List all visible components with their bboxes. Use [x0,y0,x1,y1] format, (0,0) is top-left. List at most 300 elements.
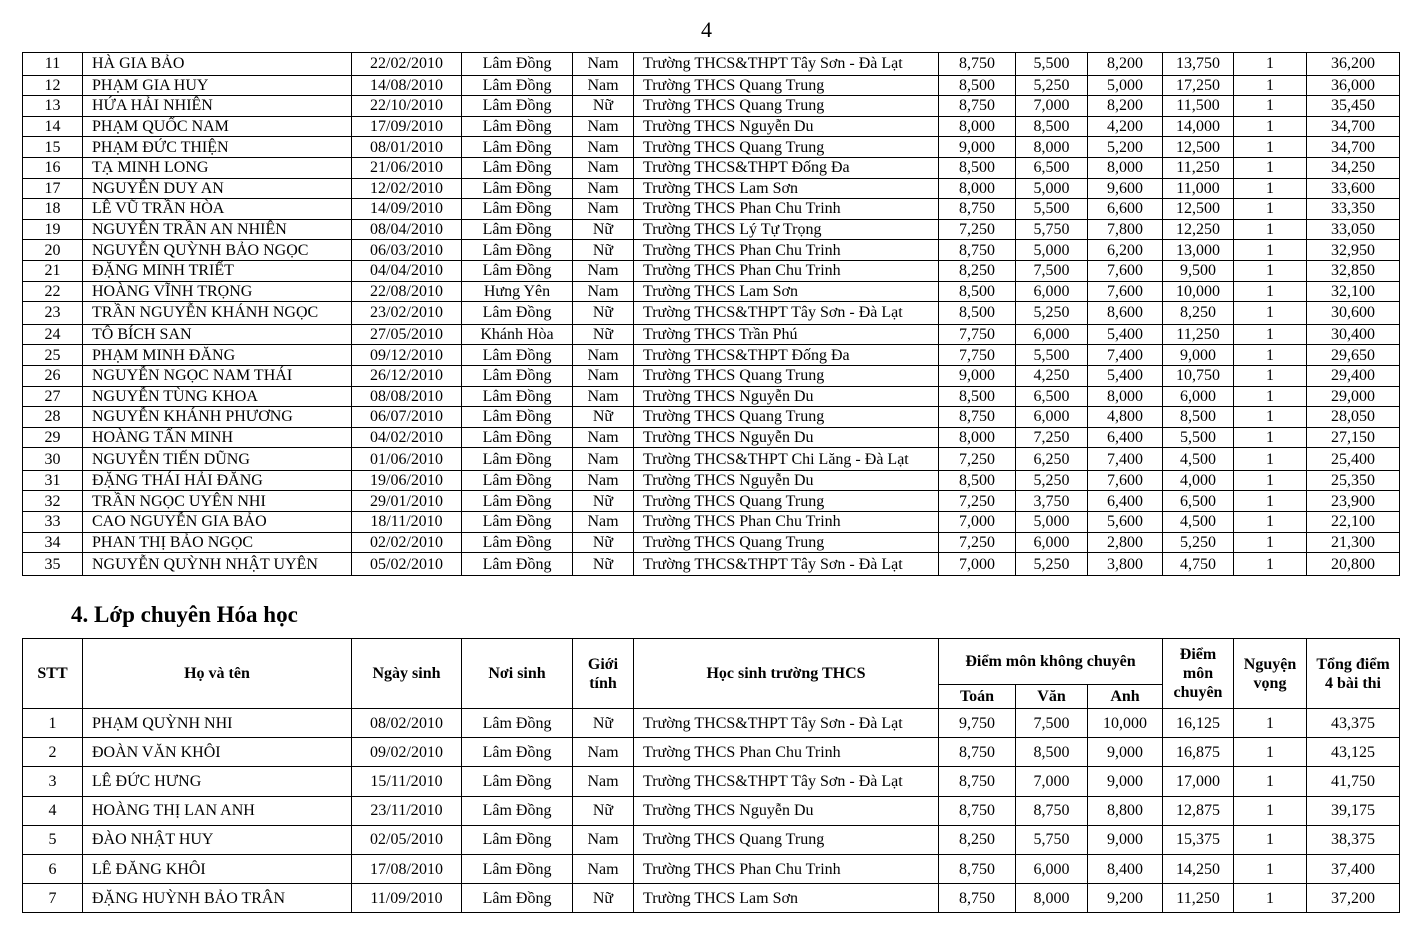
cell-english: 2,800 [1088,532,1163,553]
cell-dob: 12/02/2010 [352,178,462,199]
cell-school: Trường THCS Lam Sơn [634,281,939,302]
cell-dob: 09/12/2010 [352,345,462,366]
header-specialized: Điểm môn chuyên [1163,639,1234,709]
cell-school: Trường THCS&THPT Chi Lăng - Đà Lạt [634,448,939,471]
cell-stt: 3 [23,767,83,796]
cell-specialized: 12,250 [1163,219,1234,240]
cell-school: Trường THCS Lam Sơn [634,884,939,913]
cell-birthplace: Hưng Yên [462,281,573,302]
cell-english: 8,200 [1088,96,1163,117]
cell-birthplace: Lâm Đồng [462,137,573,158]
cell-dob: 11/09/2010 [352,884,462,913]
cell-english: 7,400 [1088,448,1163,471]
cell-literature: 5,750 [1016,825,1088,854]
cell-stt: 13 [23,96,83,117]
cell-school: Trường THCS&THPT Tây Sơn - Đà Lạt [634,553,939,576]
cell-birthplace: Lâm Đồng [462,178,573,199]
cell-gender: Nữ [573,324,634,345]
cell-name: ĐOÀN VĂN KHÔI [83,738,352,767]
cell-stt: 16 [23,157,83,178]
cell-english: 9,000 [1088,767,1163,796]
cell-specialized: 5,500 [1163,427,1234,448]
cell-dob: 22/10/2010 [352,96,462,117]
cell-birthplace: Lâm Đồng [462,709,573,738]
cell-specialized: 16,875 [1163,738,1234,767]
cell-math: 9,000 [939,365,1016,386]
cell-school: Trường THCS Quang Trung [634,137,939,158]
cell-preference: 1 [1234,825,1307,854]
cell-preference: 1 [1234,448,1307,471]
cell-name: ĐẶNG HUỲNH BẢO TRÂN [83,884,352,913]
cell-literature: 7,500 [1016,709,1088,738]
cell-english: 7,400 [1088,345,1163,366]
cell-math: 8,000 [939,427,1016,448]
cell-birthplace: Lâm Đồng [462,553,573,576]
cell-name: NGUYỄN TIẾN DŨNG [83,448,352,471]
cell-english: 8,400 [1088,854,1163,883]
cell-math: 8,750 [939,738,1016,767]
cell-dob: 17/08/2010 [352,854,462,883]
cell-total: 41,750 [1307,767,1400,796]
cell-total: 43,375 [1307,709,1400,738]
cell-gender: Nam [573,512,634,533]
cell-stt: 32 [23,491,83,512]
cell-total: 37,400 [1307,854,1400,883]
cell-school: Trường THCS Quang Trung [634,491,939,512]
header-school: Học sinh trường THCS [634,639,939,709]
cell-gender: Nữ [573,219,634,240]
cell-school: Trường THCS&THPT Tây Sơn - Đà Lạt [634,709,939,738]
cell-name: PHẠM GIA HUY [83,75,352,96]
cell-gender: Nữ [573,884,634,913]
cell-literature: 5,250 [1016,75,1088,96]
table-row [23,767,1400,796]
cell-stt: 35 [23,553,83,576]
cell-name: HỨA HẢI NHIÊN [83,96,352,117]
cell-school: Trường THCS Lam Sơn [634,178,939,199]
cell-dob: 22/02/2010 [352,53,462,76]
cell-specialized: 4,000 [1163,470,1234,491]
cell-birthplace: Lâm Đồng [462,738,573,767]
cell-specialized: 4,750 [1163,553,1234,576]
cell-stt: 1 [23,709,83,738]
header-literature: Văn [1016,685,1088,709]
cell-stt: 15 [23,137,83,158]
cell-preference: 1 [1234,365,1307,386]
cell-birthplace: Lâm Đồng [462,825,573,854]
cell-birthplace: Lâm Đồng [462,491,573,512]
cell-dob: 22/08/2010 [352,281,462,302]
table-row [23,386,1400,407]
chemistry-results-table [22,638,1400,913]
cell-name: PHẠM ĐỨC THIỆN [83,137,352,158]
cell-literature: 5,500 [1016,345,1088,366]
table-row [23,260,1400,281]
cell-preference: 1 [1234,767,1307,796]
cell-preference: 1 [1234,260,1307,281]
cell-preference: 1 [1234,427,1307,448]
cell-name: TẠ MINH LONG [83,157,352,178]
cell-dob: 08/01/2010 [352,137,462,158]
cell-math: 8,750 [939,854,1016,883]
cell-specialized: 13,000 [1163,240,1234,261]
cell-english: 7,800 [1088,219,1163,240]
cell-math: 7,250 [939,448,1016,471]
cell-total: 34,250 [1307,157,1400,178]
cell-gender: Nữ [573,532,634,553]
cell-birthplace: Lâm Đồng [462,260,573,281]
cell-name: ĐÀO NHẬT HUY [83,825,352,854]
cell-gender: Nam [573,199,634,220]
cell-literature: 6,500 [1016,157,1088,178]
cell-school: Trường THCS Nguyễn Du [634,427,939,448]
cell-math: 8,500 [939,75,1016,96]
cell-stt: 25 [23,345,83,366]
cell-stt: 7 [23,884,83,913]
cell-english: 7,600 [1088,260,1163,281]
cell-stt: 18 [23,199,83,220]
cell-name: NGUYỄN TÙNG KHOA [83,386,352,407]
cell-literature: 8,500 [1016,116,1088,137]
cell-english: 5,600 [1088,512,1163,533]
cell-dob: 27/05/2010 [352,324,462,345]
cell-math: 8,750 [939,240,1016,261]
table-row [23,96,1400,117]
cell-literature: 6,000 [1016,854,1088,883]
header-dob: Ngày sinh [352,639,462,709]
cell-name: LÊ VŨ TRẦN HÒA [83,199,352,220]
cell-birthplace: Lâm Đồng [462,365,573,386]
cell-name: PHẠM MINH ĐĂNG [83,345,352,366]
cell-math: 7,250 [939,491,1016,512]
cell-birthplace: Lâm Đồng [462,116,573,137]
cell-stt: 33 [23,512,83,533]
cell-literature: 8,000 [1016,137,1088,158]
cell-dob: 18/11/2010 [352,512,462,533]
cell-school: Trường THCS Lý Tự Trọng [634,219,939,240]
cell-gender: Nam [573,470,634,491]
table-row [23,532,1400,553]
cell-math: 8,750 [939,96,1016,117]
cell-dob: 23/11/2010 [352,796,462,825]
cell-total: 32,850 [1307,260,1400,281]
cell-stt: 19 [23,219,83,240]
cell-english: 3,800 [1088,553,1163,576]
cell-total: 37,200 [1307,884,1400,913]
table-row [23,854,1400,883]
cell-gender: Nam [573,137,634,158]
cell-english: 9,600 [1088,178,1163,199]
cell-name: ĐẶNG MINH TRIẾT [83,260,352,281]
cell-dob: 26/12/2010 [352,365,462,386]
cell-birthplace: Lâm Đồng [462,407,573,428]
cell-name: TRẦN NGỌC UYÊN NHI [83,491,352,512]
cell-dob: 19/06/2010 [352,470,462,491]
cell-math: 8,500 [939,386,1016,407]
cell-literature: 5,000 [1016,512,1088,533]
cell-english: 8,000 [1088,157,1163,178]
cell-name: TÔ BÍCH SAN [83,324,352,345]
cell-dob: 17/09/2010 [352,116,462,137]
cell-birthplace: Lâm Đồng [462,219,573,240]
cell-school: Trường THCS Nguyễn Du [634,116,939,137]
cell-name: NGUYỄN DUY AN [83,178,352,199]
cell-name: PHẠM QUỐC NAM [83,116,352,137]
cell-dob: 14/08/2010 [352,75,462,96]
cell-preference: 1 [1234,796,1307,825]
cell-birthplace: Lâm Đồng [462,157,573,178]
cell-math: 7,000 [939,512,1016,533]
cell-gender: Nữ [573,407,634,428]
cell-math: 7,250 [939,219,1016,240]
cell-literature: 8,000 [1016,884,1088,913]
cell-stt: 22 [23,281,83,302]
cell-literature: 5,500 [1016,199,1088,220]
cell-dob: 04/04/2010 [352,260,462,281]
cell-school: Trường THCS Nguyễn Du [634,796,939,825]
cell-math: 8,500 [939,281,1016,302]
cell-english: 9,000 [1088,825,1163,854]
cell-school: Trường THCS&THPT Đống Đa [634,157,939,178]
cell-preference: 1 [1234,199,1307,220]
cell-english: 5,400 [1088,324,1163,345]
cell-preference: 1 [1234,854,1307,883]
cell-english: 5,200 [1088,137,1163,158]
cell-gender: Nam [573,854,634,883]
cell-literature: 7,500 [1016,260,1088,281]
cell-stt: 34 [23,532,83,553]
cell-school: Trường THCS&THPT Tây Sơn - Đà Lạt [634,302,939,325]
cell-literature: 6,250 [1016,448,1088,471]
cell-preference: 1 [1234,240,1307,261]
cell-literature: 8,750 [1016,796,1088,825]
cell-dob: 15/11/2010 [352,767,462,796]
cell-gender: Nam [573,345,634,366]
cell-specialized: 8,500 [1163,407,1234,428]
cell-preference: 1 [1234,532,1307,553]
cell-gender: Nữ [573,709,634,738]
table-row [23,281,1400,302]
cell-stt: 20 [23,240,83,261]
cell-specialized: 8,250 [1163,302,1234,325]
cell-total: 21,300 [1307,532,1400,553]
cell-birthplace: Lâm Đồng [462,767,573,796]
cell-specialized: 17,000 [1163,767,1234,796]
cell-dob: 01/06/2010 [352,448,462,471]
cell-english: 6,400 [1088,427,1163,448]
table-row [23,53,1400,76]
cell-literature: 5,000 [1016,240,1088,261]
cell-dob: 08/04/2010 [352,219,462,240]
cell-literature: 4,250 [1016,365,1088,386]
cell-english: 4,800 [1088,407,1163,428]
cell-specialized: 17,250 [1163,75,1234,96]
cell-stt: 30 [23,448,83,471]
cell-english: 5,000 [1088,75,1163,96]
cell-total: 20,800 [1307,553,1400,576]
cell-total: 38,375 [1307,825,1400,854]
cell-specialized: 11,250 [1163,157,1234,178]
cell-name: HOÀNG TẤN MINH [83,427,352,448]
cell-math: 8,000 [939,116,1016,137]
cell-english: 8,600 [1088,302,1163,325]
cell-name: PHAN THỊ BẢO NGỌC [83,532,352,553]
header-english: Anh [1088,685,1163,709]
cell-math: 8,750 [939,53,1016,76]
table-row [23,199,1400,220]
cell-total: 34,700 [1307,116,1400,137]
cell-specialized: 11,250 [1163,324,1234,345]
header-total: Tổng điểm 4 bài thi [1307,639,1400,709]
cell-total: 29,000 [1307,386,1400,407]
results-table-body [23,53,1400,576]
table-row [23,178,1400,199]
cell-math: 8,000 [939,178,1016,199]
cell-school: Trường THCS Nguyễn Du [634,386,939,407]
cell-birthplace: Lâm Đồng [462,199,573,220]
cell-preference: 1 [1234,407,1307,428]
cell-total: 29,650 [1307,345,1400,366]
cell-literature: 6,000 [1016,281,1088,302]
cell-english: 6,200 [1088,240,1163,261]
cell-total: 29,400 [1307,365,1400,386]
cell-specialized: 10,000 [1163,281,1234,302]
cell-preference: 1 [1234,738,1307,767]
cell-literature: 6,000 [1016,324,1088,345]
cell-preference: 1 [1234,491,1307,512]
cell-total: 36,200 [1307,53,1400,76]
cell-birthplace: Lâm Đồng [462,302,573,325]
cell-preference: 1 [1234,137,1307,158]
cell-birthplace: Lâm Đồng [462,427,573,448]
cell-preference: 1 [1234,709,1307,738]
cell-school: Trường THCS Quang Trung [634,532,939,553]
header-preference: Nguyện vọng [1234,639,1307,709]
cell-preference: 1 [1234,512,1307,533]
cell-english: 6,400 [1088,491,1163,512]
cell-total: 32,950 [1307,240,1400,261]
cell-math: 7,750 [939,345,1016,366]
cell-math: 9,000 [939,137,1016,158]
table-row [23,345,1400,366]
cell-math: 8,250 [939,825,1016,854]
cell-total: 28,050 [1307,407,1400,428]
cell-birthplace: Lâm Đồng [462,532,573,553]
cell-school: Trường THCS Quang Trung [634,75,939,96]
cell-math: 8,750 [939,884,1016,913]
table-row [23,427,1400,448]
cell-dob: 09/02/2010 [352,738,462,767]
cell-school: Trường THCS Nguyễn Du [634,470,939,491]
cell-total: 25,400 [1307,448,1400,471]
table-row [23,709,1400,738]
cell-name: LÊ ĐĂNG KHÔI [83,854,352,883]
cell-birthplace: Lâm Đồng [462,796,573,825]
table-row [23,553,1400,576]
cell-birthplace: Lâm Đồng [462,854,573,883]
cell-school: Trường THCS Trần Phú [634,324,939,345]
table-row [23,302,1400,325]
cell-literature: 5,250 [1016,302,1088,325]
cell-school: Trường THCS Phan Chu Trinh [634,260,939,281]
cell-specialized: 12,875 [1163,796,1234,825]
cell-dob: 23/02/2010 [352,302,462,325]
cell-literature: 5,750 [1016,219,1088,240]
cell-school: Trường THCS Quang Trung [634,407,939,428]
cell-english: 8,000 [1088,386,1163,407]
header-name: Họ và tên [83,639,352,709]
cell-english: 8,800 [1088,796,1163,825]
table-row [23,470,1400,491]
cell-math: 8,750 [939,407,1016,428]
cell-literature: 5,250 [1016,553,1088,576]
cell-specialized: 14,000 [1163,116,1234,137]
cell-name: NGUYỄN TRẦN AN NHIÊN [83,219,352,240]
cell-english: 9,200 [1088,884,1163,913]
page-number: 4 [701,17,712,42]
cell-stt: 31 [23,470,83,491]
cell-preference: 1 [1234,53,1307,76]
cell-birthplace: Lâm Đồng [462,53,573,76]
cell-specialized: 11,500 [1163,96,1234,117]
cell-gender: Nam [573,427,634,448]
cell-english: 7,600 [1088,470,1163,491]
cell-gender: Nữ [573,491,634,512]
cell-math: 9,750 [939,709,1016,738]
cell-school: Trường THCS&THPT Tây Sơn - Đà Lạt [634,767,939,796]
cell-english: 4,200 [1088,116,1163,137]
cell-preference: 1 [1234,884,1307,913]
cell-stt: 23 [23,302,83,325]
cell-total: 22,100 [1307,512,1400,533]
cell-stt: 5 [23,825,83,854]
cell-literature: 5,000 [1016,178,1088,199]
cell-total: 33,600 [1307,178,1400,199]
cell-school: Trường THCS Quang Trung [634,96,939,117]
chemistry-table-body [23,709,1400,913]
table-row [23,407,1400,428]
cell-dob: 08/02/2010 [352,709,462,738]
table-row [23,884,1400,913]
cell-gender: Nam [573,767,634,796]
cell-specialized: 10,750 [1163,365,1234,386]
cell-school: Trường THCS Quang Trung [634,825,939,854]
cell-gender: Nữ [573,302,634,325]
cell-specialized: 16,125 [1163,709,1234,738]
cell-math: 8,750 [939,796,1016,825]
cell-total: 23,900 [1307,491,1400,512]
header-stt: STT [23,639,83,709]
cell-specialized: 12,500 [1163,199,1234,220]
cell-gender: Nam [573,75,634,96]
cell-stt: 12 [23,75,83,96]
cell-birthplace: Lâm Đồng [462,386,573,407]
cell-total: 39,175 [1307,796,1400,825]
cell-specialized: 5,250 [1163,532,1234,553]
cell-math: 7,000 [939,553,1016,576]
cell-literature: 5,500 [1016,53,1088,76]
cell-stt: 29 [23,427,83,448]
cell-birthplace: Lâm Đồng [462,448,573,471]
cell-gender: Nam [573,448,634,471]
cell-math: 8,500 [939,157,1016,178]
cell-math: 8,250 [939,260,1016,281]
cell-gender: Nữ [573,796,634,825]
cell-name: NGUYỄN QUỲNH BẢO NGỌC [83,240,352,261]
table-row [23,75,1400,96]
cell-dob: 21/06/2010 [352,157,462,178]
cell-literature: 5,250 [1016,470,1088,491]
